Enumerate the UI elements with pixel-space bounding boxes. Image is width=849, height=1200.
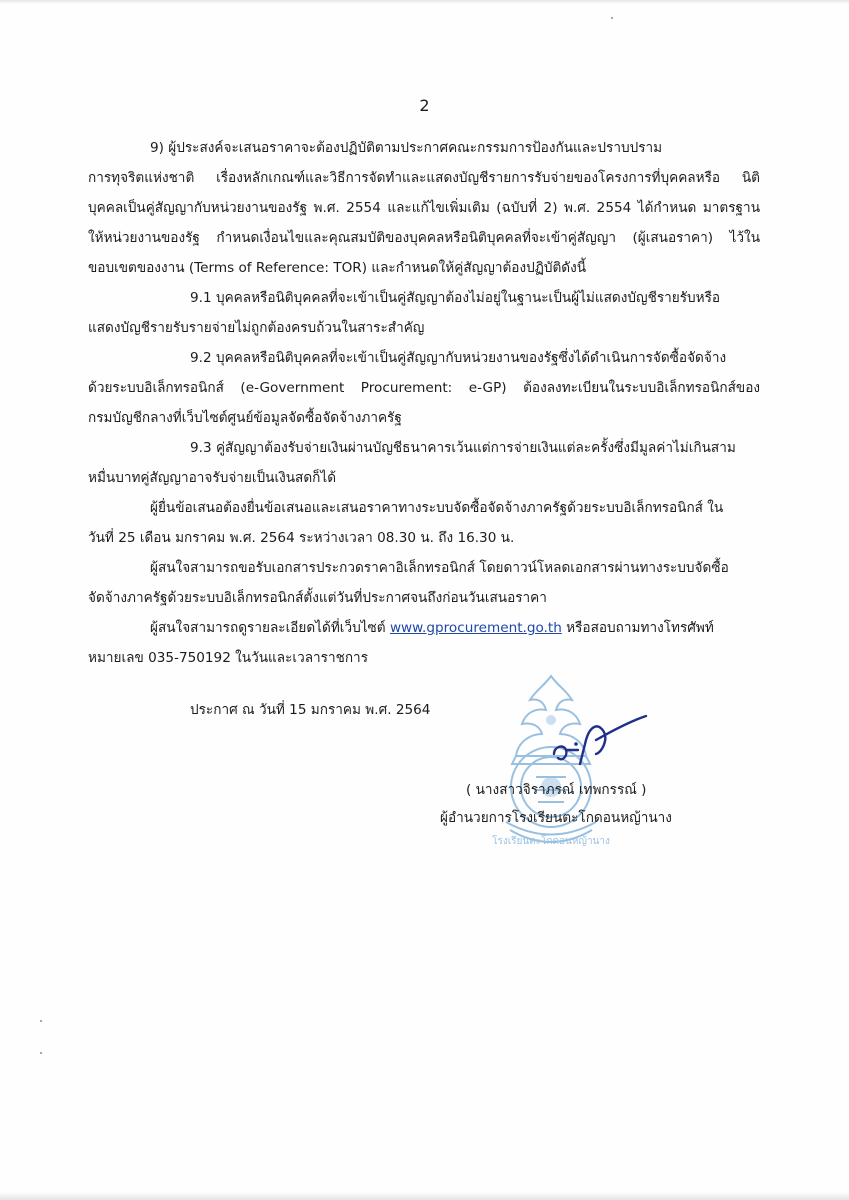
download-line: จัดจ้างภาครัฐด้วยระบบอิเล็กทรอนิกส์ตั้งแต่วันที่ประกาศจนถึงก่อนวันเสนอราคา: [88, 590, 547, 606]
contact-phone-line: หมายเลข 035-750192 ในวันและเวลาราชการ: [88, 650, 368, 666]
clause-9-3-line: 9.3 คู่สัญญาต้องรับจ่ายเงินผ่านบัญชีธนาคารเว้นแต่การจ่ายเงินแต่ละครั้งซึ่งมีมูลค่าไม่เกินสาม: [190, 440, 736, 456]
page-number: 2: [419, 96, 430, 115]
submission-date-line: วันที่ 25 เดือน มกราคม พ.ศ. 2564 ระหว่างเวลา 08.30 น. ถึง 16.30 น.: [88, 530, 515, 546]
submission-line: ผู้ยื่นข้อเสนอต้องยื่นข้อเสนอและเสนอราคาทางระบบจัดซื้อจัดจ้างภาครัฐด้วยระบบอิเล็กทรอนิกส์ ใน: [150, 500, 724, 516]
clause-9-line: บุคคลเป็นคู่สัญญากับหน่วยงานของรัฐ พ.ศ. 2554 และแก้ไขเพิ่มเติม (ฉบับที่ 2) พ.ศ. 2554 ได้กำหนด มาตรฐาน: [88, 200, 760, 216]
signatory-name: ( นางสาวจิราภรณ์ เทพกรรณ์ ): [466, 782, 647, 798]
seal-caption: โรงเรียนตะโกดอนหญ้านาง: [492, 836, 610, 847]
scan-speck: [40, 1020, 42, 1022]
clause-9-line: การทุจริตแห่งชาติ เรื่องหลักเกณฑ์และวิธีการจัดทำและแสดงบัญชีรายการรับจ่ายของโครงการที่บุคคลหรือ นิติ: [88, 170, 760, 186]
signatory-position: ผู้อำนวยการโรงเรียนตะโกดอนหญ้านาง: [440, 810, 672, 826]
contact-text-after: หรือสอบถามทางโทรศัพท์: [566, 620, 714, 636]
clause-9-1-line: 9.1 บุคคลหรือนิติบุคคลที่จะเข้าเป็นคู่สัญญาต้องไม่อยู่ในฐานะเป็นผู้ไม่แสดงบัญชีรายรับหรือ: [190, 290, 721, 306]
clause-9-3-line: หมื่นบาทคู่สัญญาอาจรับจ่ายเป็นเงินสดก็ได้: [88, 470, 337, 486]
contact-text-before: ผู้สนใจสามารถดูรายละเอียดได้ที่เว็บไซต์: [150, 620, 386, 636]
clause-9-2-line: กรมบัญชีกลางที่เว็บไซต์ศูนย์ข้อมูลจัดซื้อจัดจ้างภาครัฐ: [88, 410, 402, 426]
scan-speck: [40, 1052, 42, 1054]
clause-9-line: ขอบเขตของงาน (Terms of Reference: TOR) และกำหนดให้คู่สัญญาต้องปฏิบัติดังนี้: [88, 260, 587, 276]
scan-edge-bottom: [0, 1192, 849, 1200]
signature-icon: [536, 710, 656, 770]
download-line: ผู้สนใจสามารถขอรับเอกสารประกวดราคาอิเล็กทรอนิกส์ โดยดาวน์โหลดเอกสารผ่านทางระบบจัดซื้อ: [150, 560, 729, 576]
scan-edge-top: [0, 0, 849, 4]
scan-speck: [611, 17, 613, 19]
clause-9-2-line: 9.2 บุคคลหรือนิติบุคคลที่จะเข้าเป็นคู่สัญญากับหน่วยงานของรัฐซึ่งได้ดำเนินการจัดซื้อจัดจ้าง: [190, 350, 727, 366]
contact-line: [150, 618, 714, 638]
clause-9-1-line: แสดงบัญชีรายรับรายจ่ายไม่ถูกต้องครบถ้วนในสาระสำคัญ: [88, 320, 425, 336]
clause-9-line: ให้หน่วยงานของรัฐ กำหนดเงื่อนไขและคุณสมบัติของบุคคลหรือนิติบุคคลที่จะเข้าคู่สัญญา (ผู้เสนอราคา) ไว้ใน: [88, 230, 760, 246]
clause-9-line: 9) ผู้ประสงค์จะเสนอราคาจะต้องปฏิบัติตามประกาศคณะกรรมการป้องกันและปราบปราม: [150, 140, 663, 156]
clause-9-2-line: ด้วยระบบอิเล็กทรอนิกส์ (e-Government Procurement: e-GP) ต้องลงทะเบียนในระบบอิเล็กทรอนิกส์ของ: [88, 380, 760, 396]
announcement-date: ประกาศ ณ วันที่ 15 มกราคม พ.ศ. 2564: [190, 702, 431, 718]
procurement-website-link[interactable]: www.gprocurement.go.th: [389, 620, 562, 636]
